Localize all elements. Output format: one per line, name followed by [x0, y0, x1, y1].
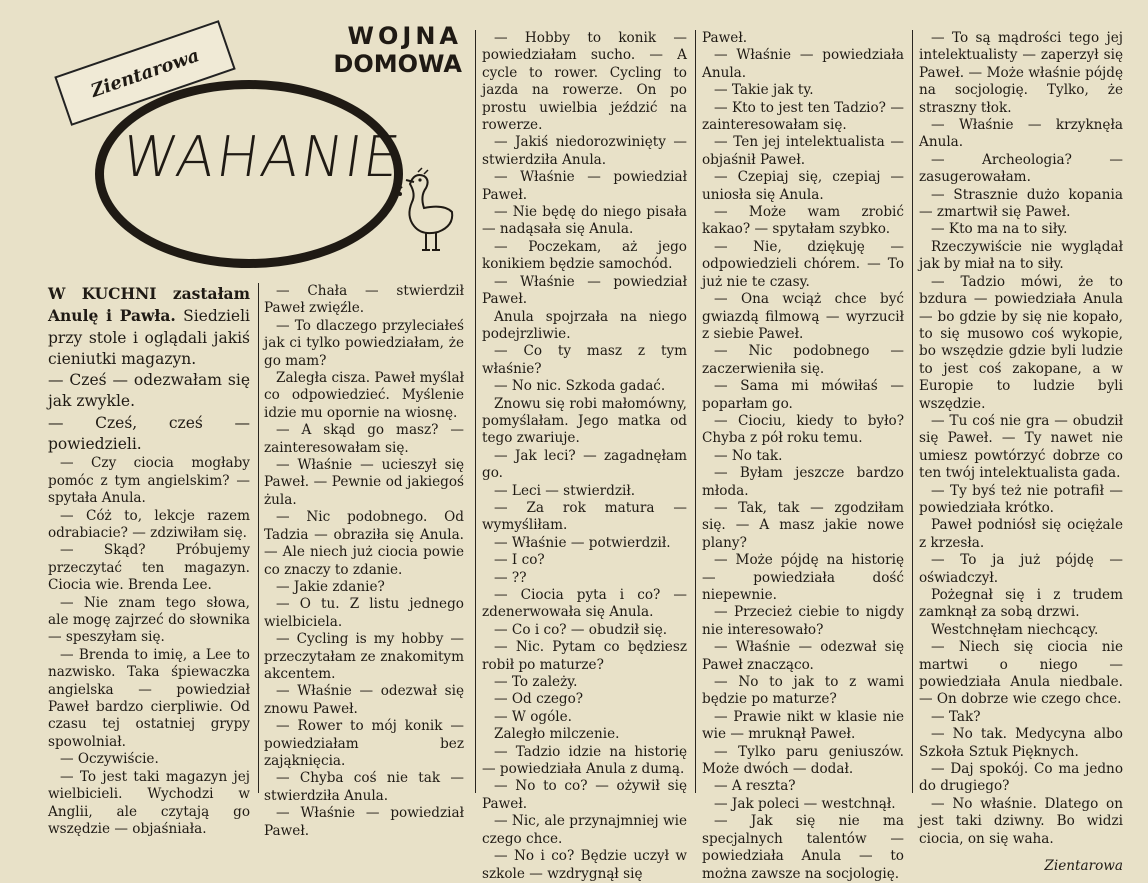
paragraph: — Daj spokój. Co ma jedno do drugiego? [919, 761, 1123, 795]
column-rule [695, 30, 696, 793]
section-title-line2: DOMOWA [333, 50, 462, 78]
paragraph: — Co ty masz z tym właśnie? [482, 343, 687, 377]
paragraph: — Właśnie — odezwał się znowu Paweł. [264, 683, 464, 717]
column-2 [264, 283, 464, 839]
paragraph: — Leci — stwierdził. [494, 482, 636, 499]
paragraph: — Czy ciocia mogłaby pomóc z tym angielskim? — spytała Anula. [48, 455, 250, 507]
intro-paragraph [48, 283, 250, 370]
paragraph: — Jak poleci — westchnął. [714, 795, 896, 812]
paragraph: — Poczekam, aż jego konikiem będzie samochód. [482, 238, 687, 273]
paragraph: — Ty byś też nie potrafił — powiedziała krótko. [919, 482, 1123, 516]
paragraph: Paweł podniósł się ociężale z krzesła. [919, 517, 1123, 551]
paragraph: — Takie jak ty. [714, 82, 814, 99]
article-title: WAHANIE [117, 125, 406, 190]
paragraph: — Cycling is my hobby — przeczytałam ze znakomitym akcentem. [264, 631, 464, 682]
paragraph: — Właśnie — powiedziała Anula. [702, 47, 904, 81]
paragraph: — Cóż to, lekcje razem odrabiacie? — zdziwiłam się. [48, 507, 250, 541]
masthead [0, 0, 498, 285]
paragraph: — To ja już pójdę — oświadczył. [919, 552, 1123, 586]
paragraph: — To są mądrości tego jej intelektualisty — zaperzył się Paweł. — Może właśnie pójdę na socjologię. Tylko, że straszny tłok. [919, 30, 1123, 116]
paragraph: Zaległo milczenie. [494, 726, 620, 743]
section-title-line1: WOJNA [347, 22, 462, 50]
column-3 [482, 30, 687, 882]
paragraph: — Archeologia? — zasugerowałam. [919, 151, 1123, 186]
paragraph: — Właśnie — powiedział Paweł. [482, 273, 687, 308]
paragraph: — To jest taki magazyn jej wielbicieli. Wychodzi w Anglii, ale czytają go wszędzie — objaśniała. [48, 768, 250, 837]
section-title [322, 22, 462, 78]
paragraph: — Właśnie — powiedział Paweł. [482, 169, 687, 203]
paragraph: — Może wam zrobić kakao? — spytałam szybko. [702, 204, 904, 238]
paragraph: — Nic. Pytam co będziesz robił po maturze? [482, 639, 687, 673]
paragraph: — Cześ, cześ — powiedzieli. [48, 413, 250, 454]
paragraph: — Cześ — odezwałam się jak zwykle. [48, 371, 250, 411]
paragraph: — Nic podobnego. Od Tadzia — obraziła się Anula. — Ale niech już ciocia powie co znaczy to zdanie. [264, 509, 464, 578]
paragraph: — Tak, tak — zgodziłam się. — A masz jakie nowe plany? [702, 499, 904, 551]
paragraph: — Nie znam tego słowa, ale mogę zajrzeć do słownika — speszyłam się. [48, 594, 250, 646]
paragraph: — Właśnie — ucieszył się Paweł. — Pewnie od jakiegoś żula. [264, 457, 464, 508]
paragraph: — Tak? [931, 708, 981, 725]
column-5 [919, 30, 1123, 875]
paragraph: Pożegnał się i z trudem zamknął za sobą drzwi. [919, 587, 1123, 621]
paragraph: Znowu się robi małomówny, pomyślałam. Jego matka od tego zwariuje. [482, 395, 687, 447]
paragraph: — No to jak to z wami będzie po maturze? [702, 674, 904, 708]
paragraph: — Ten jej intelektualista — objaśnił Paweł. [702, 134, 904, 168]
paragraph: — Ciocia pyta i co? — zdenerwowała się Anula. [482, 587, 687, 621]
paragraph: — Byłam jeszcze bardzo młoda. [702, 465, 904, 499]
bird-illustration [392, 166, 464, 256]
paragraph: — No to co? — ożywił się Paweł. [482, 778, 687, 812]
paragraph: — Ona wciąż chce być gwiazdą filmową — wyrzucił z siebie Paweł. [702, 291, 904, 342]
column-4 [702, 30, 904, 882]
column-rule [475, 30, 476, 793]
paragraph: — No właśnie. Dlatego on jest taki dziwny. Bo widzi ciocia, on się waha. [919, 795, 1123, 847]
paragraph: Anula spojrzała na niego podejrzliwie. [482, 308, 687, 342]
paragraph: — Co i co? — obudził się. [494, 621, 668, 638]
paragraph: — Czepiaj się, czepiaj — uniosła się Anula. [702, 169, 904, 203]
paragraph: — Właśnie — krzyknęła Anula. [919, 117, 1123, 151]
paragraph: — Chała — stwierdził Paweł zwięźle. [264, 283, 464, 317]
paragraph: — Ciociu, kiedy to było? Chyba z pół roku temu. [702, 412, 904, 447]
paragraph: — Hobby to konik — powiedziałam sucho. — A cycle to rower. Cycling to jazda na rowerze. On po prostu uwielbia jeździć na rowerze. [482, 30, 687, 134]
paragraph: — No tak. [714, 447, 783, 464]
paragraph: — Nic podobnego — zaczerwieniła się. [702, 343, 904, 377]
paragraph: — W ogóle. [494, 708, 572, 725]
paragraph: — Kto ma na to siły. [931, 221, 1068, 238]
paragraph: — ?? [494, 569, 527, 586]
paragraph: — Właśnie — potwierdził. [494, 534, 671, 551]
paragraph: — Niech się ciocia nie martwi o niego — powiedziała Anula niedbale. — On dobrze wie czego chce. [919, 639, 1123, 708]
column-1 [48, 283, 250, 837]
author-signature: Zientarowa [1044, 858, 1123, 875]
paragraph: — Oczywiście. [60, 751, 159, 768]
paragraph: — Tadzio idzie na historię — powiedziała Anula z dumą. [482, 743, 687, 778]
column-rule [258, 283, 259, 793]
paragraph: — No nic. Szkoda gadać. [494, 378, 666, 395]
paragraph: — Właśnie — odezwał się Paweł znacząco. [702, 639, 904, 673]
paragraph: — To dlaczego przyleciałeś jak ci tylko powiedziałam, że go mam? [264, 317, 464, 369]
paragraph: — Brenda to imię, a Lee to nazwisko. Taka śpiewaczka angielska — powiedział Paweł bardzo cierpliwie. Od czasu tej ostatniej grypy spowolniał. [48, 646, 250, 750]
intro-text: Siedzieli przy stole i oglądali jakiś cieniutki magazyn. [48, 307, 250, 368]
paragraph: — Jak leci? — zagadnęłam go. [482, 447, 687, 482]
paragraph: — No i co? Będzie uczył w szkole — wzdrygnął się [482, 848, 687, 882]
paragraph: — Może pójdę na historię — powiedziała dość niepewnie. [702, 552, 904, 603]
paragraph: — Sama mi mówiłaś — poparłam go. [702, 378, 904, 412]
paragraph: — Tylko paru geniuszów. Może dwóch — dodał. [702, 743, 904, 778]
paragraph: Paweł. [702, 30, 748, 46]
paragraph: — Nic, ale przynajmniej wie czego chce. [482, 813, 687, 847]
paragraph: Zaległa cisza. Paweł myślał co odpowiedzieć. Myślenie idzie mu opornie na wiosnę. [264, 370, 464, 421]
paragraph: — Strasznie dużo kopania — zmartwił się Paweł. [919, 186, 1123, 221]
paragraph: Westchnęłam niechcący. [931, 621, 1099, 638]
paragraph: — Prawie nikt w klasie nie wie — mruknął Paweł. [702, 708, 904, 743]
paragraph: — Właśnie — powiedział Paweł. [264, 805, 464, 839]
paragraph: — No tak. Medycyna albo Szkoła Sztuk Pięknych. [919, 726, 1123, 760]
paragraph: — To zależy. [494, 674, 578, 691]
paragraph: — O tu. Z listu jednego wielbiciela. [264, 596, 464, 630]
paragraph: — Chyba coś nie tak — stwierdziła Anula. [264, 770, 464, 804]
paragraph: — A reszta? [714, 778, 796, 795]
paragraph: — Jak się nie ma specjalnych talentów — powiedziała Anula — to można zawsze na socjologię. [702, 813, 904, 882]
paragraph: — Jakie zdanie? [276, 578, 385, 595]
paragraph: — Skąd? Próbujemy przeczytać ten magazyn. Ciocia wie. Brenda Lee. [48, 542, 250, 594]
author-banner-label: Zientarowa [88, 44, 202, 102]
paragraph: Rzeczywiście nie wyglądał jak by miał na to siły. [919, 238, 1123, 273]
paragraph: — Tadzio mówi, że to bzdura — powiedziała Anula — bo gdzie by się nie kopało, to się musowo coś wykopie, bo wszędzie gdzie byli ludzie to jest coś zakopane, a w Europie to ludzie byli wszędzie. [919, 273, 1123, 412]
paragraph: — A skąd go masz? — zainteresowałam się. [264, 422, 464, 456]
paragraph: — Za rok matura — wymyśliłam. [482, 499, 687, 534]
paragraph: — Rower to mój konik — powiedziałam bez zająknięcia. [264, 718, 464, 769]
paragraph: — Kto to jest ten Tadzio? — zainteresowałam się. [702, 99, 904, 134]
paragraph: — I co? [494, 552, 545, 569]
paragraph: — Jakiś niedorozwinięty — stwierdziła Anula. [482, 134, 687, 168]
paragraph: — Tu coś nie gra — obudził się Paweł. — Ty nawet nie umiesz powtórzyć dobrze co ten twój intelektualista gada. [919, 412, 1123, 482]
paragraph: — Od czego? [494, 691, 584, 708]
column-rule [912, 30, 913, 793]
paragraph: — Nie, dziękuję — odpowiedzieli chórem. — To już nie te czasy. [702, 238, 904, 290]
intro-kicker: W KUCHNI zastałam Anulę i Pawła. [48, 284, 250, 326]
paragraph: — Przecież ciebie to nigdy nie interesowało? [702, 604, 904, 638]
paragraph: — Nie będę do niego pisała — nadąsała się Anula. [482, 204, 687, 238]
